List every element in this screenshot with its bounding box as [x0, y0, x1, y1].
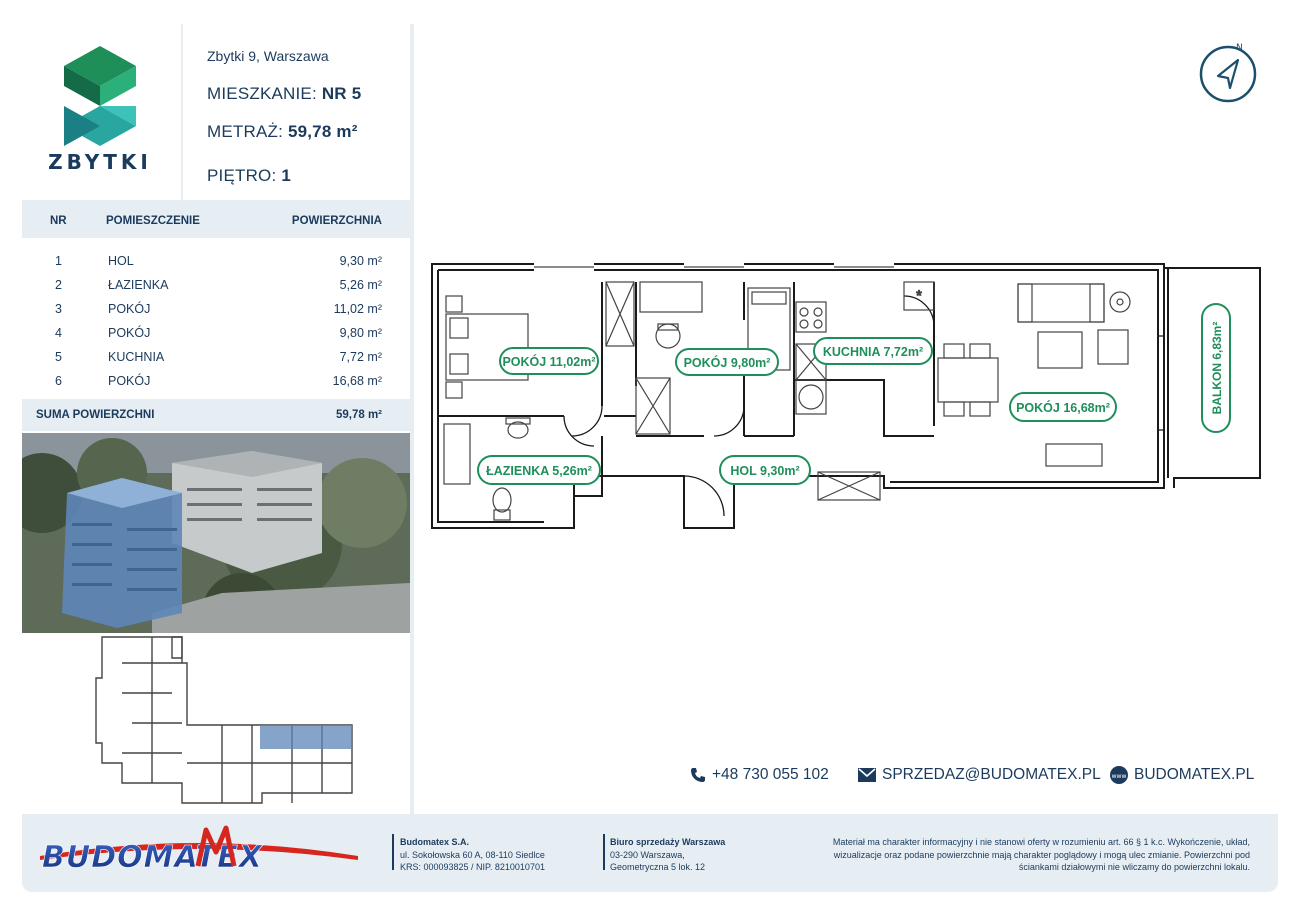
brand-name: ZBYTKI: [48, 150, 152, 174]
table-row: 1 HOL 9,30 m²: [55, 254, 382, 268]
budomatex-logo: [38, 822, 368, 887]
plan-label-lazienka: ŁAZIENKA 5,26m²: [486, 464, 592, 478]
plan-label-pokoj-2: POKÓJ 9,80m²: [683, 356, 771, 370]
contact-phone[interactable]: [690, 766, 829, 784]
divider: [392, 834, 394, 870]
divider: [603, 834, 605, 870]
building-aerial-photo: [22, 433, 410, 633]
floor-key-plan: [22, 633, 410, 814]
phone-number: +48 730 055 102: [712, 766, 829, 783]
zbytki-logo: [22, 24, 179, 200]
apartment-number: MIESZKANIE: NR 5: [207, 84, 362, 103]
col-room: POMIESZCZENIE: [106, 215, 200, 227]
col-nr: NR: [50, 215, 67, 227]
plan-label-balkon: BALKON 6,83m²: [1210, 321, 1224, 415]
plan-label-hol: HOL 9,30m²: [730, 464, 800, 478]
plan-label-pokoj-3: POKÓJ 16,68m²: [1016, 401, 1110, 415]
svg-text:N: N: [1236, 43, 1243, 53]
legal-disclaimer: Materiał ma charakter informacyjny i nie stanowi oferty w rozumieniu art. 66 § 1 k.c. Wykończenie, układ, wizualizacje oraz podane powierzchnie mają charakter poglądowy i mogą ulec zmianie. Powierzchni pod ściankami działowymi nie wliczamy do powierzchni lokalu.: [832, 837, 1250, 872]
plan-label-kuchnia: KUCHNIA 7,72m²: [822, 345, 924, 359]
phone-icon: [690, 767, 706, 783]
floor-plan: [414, 240, 1278, 540]
highlighted-apartment: [260, 725, 352, 749]
web-icon: [1110, 766, 1128, 784]
table-row: 2 ŁAZIENKA 5,26 m²: [55, 278, 382, 292]
area-sum-row: [22, 399, 410, 431]
apartment-floor: PIĘTRO: 1: [207, 166, 292, 185]
address: Zbytki 9, Warszawa: [207, 48, 329, 64]
svg-text:www: www: [1111, 773, 1127, 780]
sales-office-info: Biuro sprzedaży Warszawa 03-290 Warszawa, Geometryczna 5 lok. 12: [610, 837, 726, 872]
email-icon: [858, 768, 876, 782]
company-info: Budomatex S.A. ul. Sokołowska 60 A, 08-110 Siedlce KRS: 000093825 / NIP. 8210010701: [400, 837, 545, 872]
table-row: 5 KUCHNIA 7,72 m²: [55, 350, 382, 364]
zbytki-logo-icon: [22, 24, 179, 200]
sum-value: 59,78 m²: [335, 409, 382, 421]
svg-text:*: *: [916, 287, 922, 303]
col-area: POWIERZCHNIA: [291, 215, 382, 227]
table-row: 6 POKÓJ 16,68 m²: [55, 374, 382, 388]
apartment-area: METRAŻ: 59,78 m²: [207, 122, 358, 141]
plan-label-pokoj-1: POKÓJ 11,02m²: [502, 355, 596, 369]
rooms-table-header: [22, 200, 410, 238]
website: BUDOMATEX.PL: [1134, 766, 1255, 783]
north-compass-icon: [1198, 40, 1262, 104]
table-row: 4 POKÓJ 9,80 m²: [55, 326, 382, 340]
table-row: 3 POKÓJ 11,02 m²: [55, 302, 382, 316]
contact-email[interactable]: [858, 766, 1101, 784]
email-address: SPRZEDAZ@BUDOMATEX.PL: [882, 766, 1101, 783]
contact-website[interactable]: [1110, 766, 1254, 784]
sum-label: SUMA POWIERZCHNI: [36, 409, 155, 421]
logo-wordmark: BUDOMATEX: [42, 840, 263, 875]
apartment-info: [181, 24, 412, 200]
